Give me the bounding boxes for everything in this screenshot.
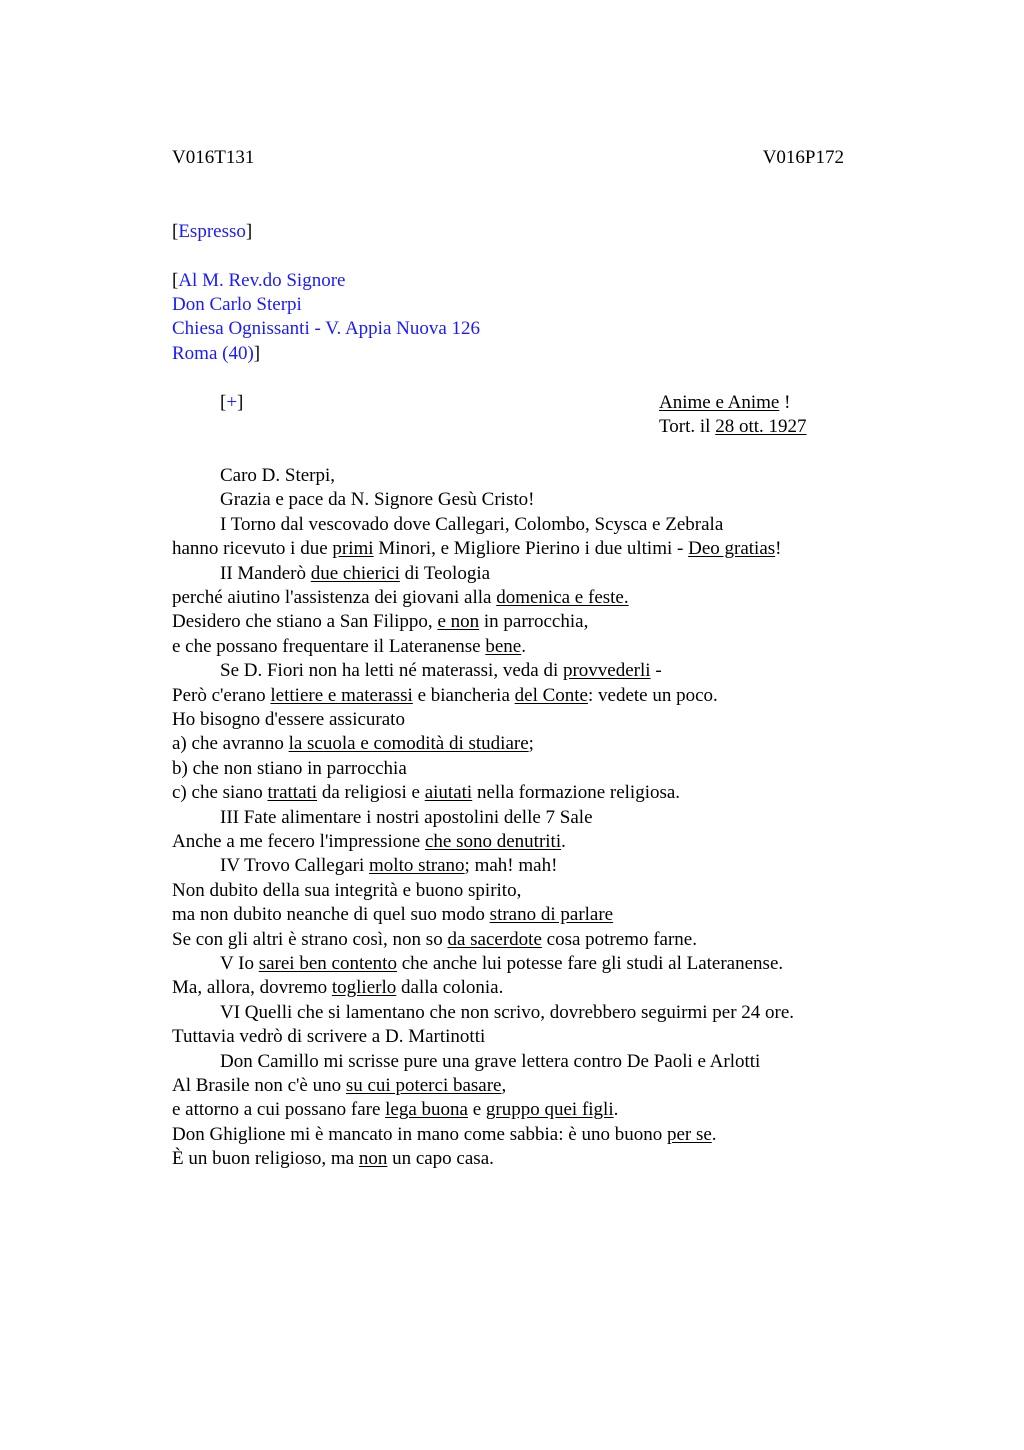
text-segment: perché aiutino l'assistenza dei giovani alla	[172, 587, 497, 608]
text-segment: .	[561, 831, 566, 852]
underlined-text: sarei ben contento	[258, 953, 397, 974]
text-segment: e biancheria	[412, 684, 515, 706]
underlined-text: provvederli	[562, 660, 651, 682]
text-segment: Al Brasile non c'è uno	[172, 1075, 346, 1096]
text-segment: Grazia e pace da N. Signore Gesù Cristo!	[220, 489, 535, 511]
text-segment: .	[711, 1123, 717, 1145]
body-line	[172, 1123, 717, 1147]
envelope-type-text: Espresso	[178, 221, 246, 242]
text-segment: V Io	[220, 953, 259, 974]
text-segment: Ho bisogno d'essere assicurato	[172, 709, 405, 730]
body-line	[172, 610, 588, 634]
text-segment: e attorno a cui possano fare	[172, 1099, 386, 1121]
underlined-text: del Conte	[514, 684, 588, 706]
underlined-text: toglierlo	[331, 977, 397, 999]
text-segment: II Manderò	[220, 562, 311, 584]
text-segment: : vedete un poco.	[588, 684, 718, 706]
text-segment: Se con gli altri è strano così, non so	[172, 928, 448, 950]
body-line	[172, 635, 526, 659]
text-segment: III Fate alimentare i nostri apostolini delle 7 Sale	[220, 806, 593, 828]
text-segment: un capo casa.	[387, 1148, 494, 1170]
body-line	[172, 976, 503, 1000]
underlined-text: lettiere e materassi	[270, 684, 413, 706]
address-line-3: Chiesa Ognissanti - V. Appia Nuova 126	[172, 318, 481, 339]
underlined-text: primi	[332, 538, 374, 560]
body-line	[220, 806, 593, 830]
body-line	[220, 1001, 794, 1025]
text-segment: ;	[528, 733, 534, 755]
body-line	[172, 928, 697, 952]
motto: Anime e Anime !	[659, 392, 791, 413]
body-line	[220, 562, 490, 586]
body-line	[172, 684, 718, 708]
body-line	[172, 1025, 485, 1049]
body-line	[220, 464, 335, 488]
text-segment: nella formazione religiosa.	[472, 782, 681, 804]
text-segment: Desidero che stiano a San Filippo,	[172, 611, 438, 633]
text-segment: .	[521, 635, 526, 657]
text-segment: Caro D. Sterpi,	[220, 465, 336, 486]
text-segment: IV Trovo Callegari	[220, 855, 370, 877]
text-segment: ma non dubito neanche di quel suo modo	[172, 904, 490, 926]
underlined-text: e non	[437, 611, 480, 633]
text-segment: che anche lui potesse fare gli studi al Lateranense.	[396, 953, 784, 974]
underlined-text: molto strano	[369, 855, 465, 877]
doc-code-left: V016T131	[172, 147, 255, 168]
body-line	[172, 1098, 618, 1122]
underlined-text: che sono denutriti	[424, 831, 562, 852]
text-segment: dalla colonia.	[396, 977, 504, 999]
body-line	[172, 708, 405, 732]
body-line	[220, 1050, 760, 1074]
underlined-text: gruppo quei figli	[485, 1099, 614, 1121]
text-segment: ,	[501, 1075, 507, 1096]
underlined-text: trattati	[267, 782, 318, 804]
text-segment: Tuttavia vedrò di scrivere a D. Martinotti	[172, 1026, 486, 1048]
text-segment: -	[650, 660, 662, 682]
body-line	[172, 757, 407, 781]
text-segment: Non dubito della sua integrità e buono spirito,	[172, 879, 522, 901]
underlined-text: la scuola e comodità di studiare	[288, 733, 529, 755]
text-segment: e	[467, 1099, 486, 1121]
text-segment: in parrocchia,	[479, 611, 589, 633]
envelope-type: [Espresso]	[172, 221, 253, 242]
text-segment: Don Camillo mi scrisse pure una grave lettera contro De Paoli e Arlotti	[220, 1050, 761, 1072]
text-segment: Minori, e Migliore Pierino i due ultimi -	[373, 538, 689, 560]
letter-date: 28 ott. 1927	[715, 416, 807, 437]
address-line-4: Roma (40)]	[172, 343, 261, 364]
underlined-text: per se	[666, 1123, 712, 1145]
address-line-2: Don Carlo Sterpi	[172, 294, 302, 315]
text-segment: b) che non stiano in parrocchia	[172, 757, 407, 779]
text-segment: !	[775, 538, 782, 560]
underlined-text: Deo gratias	[688, 538, 776, 560]
text-segment: c) che siano	[172, 782, 268, 804]
body-line	[220, 513, 723, 537]
body-line	[172, 537, 782, 561]
body-line	[220, 659, 662, 683]
body-line	[172, 781, 680, 805]
body-line	[220, 854, 557, 878]
text-segment: Se D. Fiori non ha letti né materassi, veda di	[220, 660, 563, 682]
underlined-text: da sacerdote	[447, 928, 542, 950]
body-line	[220, 488, 534, 512]
underlined-text: strano di parlare	[489, 904, 614, 926]
text-segment: Ma, allora, dovremo	[172, 977, 332, 999]
address-line-1: [Al M. Rev.do Signore	[172, 270, 346, 291]
underlined-text: due chierici	[310, 562, 400, 584]
body-line	[172, 830, 566, 854]
body-line	[172, 879, 521, 903]
text-segment: cosa potremo farne.	[541, 928, 697, 950]
text-segment: a) che avranno	[172, 733, 289, 755]
underlined-text: lega buona	[385, 1099, 468, 1121]
body-line	[220, 952, 783, 976]
doc-code-right: V016P172	[762, 147, 844, 168]
body-line	[172, 903, 613, 927]
body-line	[172, 732, 534, 756]
text-segment: I Torno dal vescovado dove Callegari, Colombo, Scysca e Zebrala	[220, 513, 724, 535]
body-line	[172, 1074, 506, 1098]
text-segment: e che possano frequentare il Lateranense	[172, 635, 486, 657]
text-segment: hanno ricevuto i due	[172, 538, 333, 560]
underlined-text: su cui poterci basare	[345, 1075, 502, 1096]
place-date: Tort. il 28 ott. 1927	[659, 416, 807, 437]
text-segment: Però c'erano	[172, 684, 271, 706]
text-segment: .	[613, 1099, 619, 1121]
underlined-text: bene	[485, 635, 522, 657]
cross-mark: [+]	[220, 392, 244, 413]
underlined-text: non	[358, 1148, 388, 1170]
underlined-text: domenica e feste.	[496, 587, 629, 608]
text-segment: ; mah! mah!	[464, 855, 558, 877]
underlined-text: aiutati	[424, 782, 473, 804]
text-segment: È un buon religioso, ma	[172, 1148, 359, 1170]
body-line	[172, 1147, 494, 1171]
text-segment: di Teologia	[399, 562, 491, 584]
text-segment: Anche a me fecero l'impressione	[172, 831, 425, 852]
body-line	[172, 586, 629, 610]
text-segment: da religiosi e	[317, 782, 425, 804]
text-segment: Don Ghiglione mi è mancato in mano come sabbia: è uno buono	[172, 1123, 667, 1145]
text-segment: VI Quelli che si lamentano che non scrivo, dovrebbero seguirmi per 24 ore.	[220, 1001, 795, 1023]
